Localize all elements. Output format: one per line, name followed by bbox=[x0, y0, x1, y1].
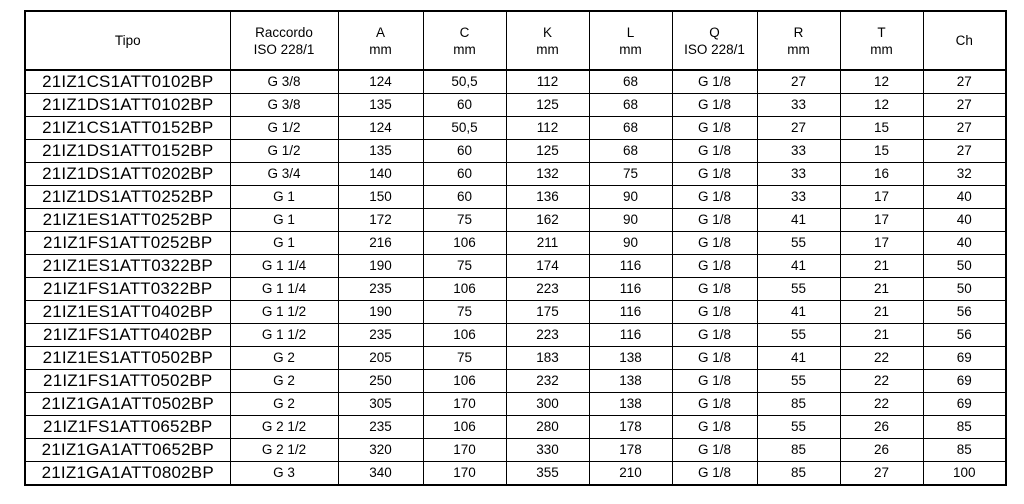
cell-ch: 32 bbox=[923, 163, 1006, 186]
header-c: C mm bbox=[423, 11, 506, 70]
cell-t: 12 bbox=[840, 94, 923, 117]
table-row bbox=[25, 278, 1006, 301]
header-t: T mm bbox=[840, 11, 923, 70]
table-row bbox=[25, 370, 1006, 393]
header-r: R mm bbox=[757, 11, 840, 70]
table-row bbox=[25, 347, 1006, 370]
cell-t: 21 bbox=[840, 324, 923, 347]
cell-q: G 1/8 bbox=[672, 117, 757, 140]
cell-k: 330 bbox=[506, 439, 589, 462]
cell-l: 178 bbox=[589, 416, 672, 439]
cell-t: 12 bbox=[840, 70, 923, 94]
cell-a: 124 bbox=[338, 117, 423, 140]
cell-r: 85 bbox=[757, 439, 840, 462]
cell-l: 116 bbox=[589, 301, 672, 324]
cell-r: 55 bbox=[757, 416, 840, 439]
cell-tipo: 21IZ1DS1ATT0102BP bbox=[25, 94, 230, 117]
cell-raccordo: G 1 1/4 bbox=[230, 255, 338, 278]
cell-tipo: 21IZ1ES1ATT0502BP bbox=[25, 347, 230, 370]
cell-r: 55 bbox=[757, 324, 840, 347]
header-ch: Ch bbox=[923, 11, 1006, 70]
cell-a: 235 bbox=[338, 278, 423, 301]
header-q: Q ISO 228/1 bbox=[672, 11, 757, 70]
cell-tipo: 21IZ1DS1ATT0252BP bbox=[25, 186, 230, 209]
table-row bbox=[25, 416, 1006, 439]
cell-k: 183 bbox=[506, 347, 589, 370]
cell-l: 90 bbox=[589, 186, 672, 209]
cell-raccordo: G 2 bbox=[230, 370, 338, 393]
cell-k: 300 bbox=[506, 393, 589, 416]
cell-t: 16 bbox=[840, 163, 923, 186]
dimensions-table-container bbox=[24, 10, 1007, 486]
cell-raccordo: G 3/4 bbox=[230, 163, 338, 186]
cell-c: 75 bbox=[423, 347, 506, 370]
cell-ch: 85 bbox=[923, 416, 1006, 439]
cell-a: 305 bbox=[338, 393, 423, 416]
cell-k: 112 bbox=[506, 117, 589, 140]
cell-t: 26 bbox=[840, 416, 923, 439]
cell-q: G 1/8 bbox=[672, 416, 757, 439]
cell-a: 205 bbox=[338, 347, 423, 370]
cell-a: 140 bbox=[338, 163, 423, 186]
cell-tipo: 21IZ1DS1ATT0152BP bbox=[25, 140, 230, 163]
cell-ch: 27 bbox=[923, 140, 1006, 163]
cell-ch: 69 bbox=[923, 393, 1006, 416]
cell-a: 124 bbox=[338, 70, 423, 94]
cell-t: 15 bbox=[840, 117, 923, 140]
cell-l: 116 bbox=[589, 255, 672, 278]
cell-raccordo: G 2 1/2 bbox=[230, 416, 338, 439]
cell-ch: 50 bbox=[923, 278, 1006, 301]
table-row bbox=[25, 324, 1006, 347]
cell-c: 170 bbox=[423, 439, 506, 462]
cell-a: 235 bbox=[338, 324, 423, 347]
cell-raccordo: G 1 1/2 bbox=[230, 324, 338, 347]
table-row bbox=[25, 301, 1006, 324]
cell-raccordo: G 3 bbox=[230, 462, 338, 486]
table-row bbox=[25, 439, 1006, 462]
cell-l: 178 bbox=[589, 439, 672, 462]
cell-ch: 69 bbox=[923, 347, 1006, 370]
cell-tipo: 21IZ1GA1ATT0502BP bbox=[25, 393, 230, 416]
cell-r: 55 bbox=[757, 370, 840, 393]
cell-q: G 1/8 bbox=[672, 232, 757, 255]
cell-c: 50,5 bbox=[423, 70, 506, 94]
cell-k: 125 bbox=[506, 140, 589, 163]
cell-raccordo: G 1/2 bbox=[230, 140, 338, 163]
cell-tipo: 21IZ1FS1ATT0502BP bbox=[25, 370, 230, 393]
cell-a: 172 bbox=[338, 209, 423, 232]
header-k: K mm bbox=[506, 11, 589, 70]
cell-k: 280 bbox=[506, 416, 589, 439]
cell-l: 90 bbox=[589, 209, 672, 232]
cell-c: 106 bbox=[423, 416, 506, 439]
cell-t: 22 bbox=[840, 393, 923, 416]
header-raccordo: Raccordo ISO 228/1 bbox=[230, 11, 338, 70]
cell-ch: 100 bbox=[923, 462, 1006, 486]
cell-tipo: 21IZ1FS1ATT0402BP bbox=[25, 324, 230, 347]
cell-k: 125 bbox=[506, 94, 589, 117]
cell-tipo: 21IZ1FS1ATT0652BP bbox=[25, 416, 230, 439]
cell-c: 60 bbox=[423, 186, 506, 209]
table-row bbox=[25, 393, 1006, 416]
cell-r: 33 bbox=[757, 186, 840, 209]
cell-k: 223 bbox=[506, 324, 589, 347]
cell-k: 223 bbox=[506, 278, 589, 301]
table-row bbox=[25, 140, 1006, 163]
cell-q: G 1/8 bbox=[672, 209, 757, 232]
cell-k: 232 bbox=[506, 370, 589, 393]
cell-ch: 27 bbox=[923, 94, 1006, 117]
cell-ch: 40 bbox=[923, 209, 1006, 232]
cell-a: 190 bbox=[338, 301, 423, 324]
cell-tipo: 21IZ1FS1ATT0322BP bbox=[25, 278, 230, 301]
cell-r: 33 bbox=[757, 94, 840, 117]
cell-l: 75 bbox=[589, 163, 672, 186]
cell-t: 17 bbox=[840, 186, 923, 209]
cell-tipo: 21IZ1DS1ATT0202BP bbox=[25, 163, 230, 186]
cell-ch: 27 bbox=[923, 70, 1006, 94]
cell-raccordo: G 1 1/4 bbox=[230, 278, 338, 301]
cell-a: 150 bbox=[338, 186, 423, 209]
cell-q: G 1/8 bbox=[672, 255, 757, 278]
cell-c: 170 bbox=[423, 393, 506, 416]
cell-raccordo: G 2 bbox=[230, 347, 338, 370]
cell-q: G 1/8 bbox=[672, 324, 757, 347]
cell-c: 170 bbox=[423, 462, 506, 486]
cell-l: 68 bbox=[589, 70, 672, 94]
cell-l: 138 bbox=[589, 347, 672, 370]
cell-c: 60 bbox=[423, 163, 506, 186]
cell-t: 22 bbox=[840, 347, 923, 370]
cell-l: 68 bbox=[589, 94, 672, 117]
cell-tipo: 21IZ1CS1ATT0102BP bbox=[25, 70, 230, 94]
cell-k: 175 bbox=[506, 301, 589, 324]
cell-a: 135 bbox=[338, 140, 423, 163]
cell-ch: 40 bbox=[923, 232, 1006, 255]
cell-r: 41 bbox=[757, 347, 840, 370]
cell-c: 50,5 bbox=[423, 117, 506, 140]
cell-l: 90 bbox=[589, 232, 672, 255]
cell-t: 27 bbox=[840, 462, 923, 486]
table-row bbox=[25, 94, 1006, 117]
table-row bbox=[25, 255, 1006, 278]
cell-q: G 1/8 bbox=[672, 393, 757, 416]
cell-q: G 1/8 bbox=[672, 94, 757, 117]
cell-a: 135 bbox=[338, 94, 423, 117]
cell-q: G 1/8 bbox=[672, 70, 757, 94]
cell-c: 60 bbox=[423, 140, 506, 163]
table-row bbox=[25, 70, 1006, 94]
cell-q: G 1/8 bbox=[672, 301, 757, 324]
cell-c: 60 bbox=[423, 94, 506, 117]
cell-t: 15 bbox=[840, 140, 923, 163]
cell-raccordo: G 1 bbox=[230, 232, 338, 255]
cell-q: G 1/8 bbox=[672, 347, 757, 370]
cell-k: 355 bbox=[506, 462, 589, 486]
cell-r: 27 bbox=[757, 117, 840, 140]
cell-r: 33 bbox=[757, 163, 840, 186]
cell-q: G 1/8 bbox=[672, 462, 757, 486]
cell-k: 132 bbox=[506, 163, 589, 186]
cell-tipo: 21IZ1ES1ATT0322BP bbox=[25, 255, 230, 278]
cell-t: 26 bbox=[840, 439, 923, 462]
cell-q: G 1/8 bbox=[672, 163, 757, 186]
table-body bbox=[25, 70, 1006, 485]
cell-l: 210 bbox=[589, 462, 672, 486]
cell-a: 216 bbox=[338, 232, 423, 255]
cell-r: 55 bbox=[757, 278, 840, 301]
cell-ch: 69 bbox=[923, 370, 1006, 393]
cell-r: 33 bbox=[757, 140, 840, 163]
cell-tipo: 21IZ1GA1ATT0652BP bbox=[25, 439, 230, 462]
header-tipo: Tipo bbox=[25, 11, 230, 70]
cell-r: 85 bbox=[757, 462, 840, 486]
cell-k: 136 bbox=[506, 186, 589, 209]
cell-q: G 1/8 bbox=[672, 370, 757, 393]
cell-r: 41 bbox=[757, 209, 840, 232]
cell-a: 235 bbox=[338, 416, 423, 439]
cell-c: 106 bbox=[423, 278, 506, 301]
cell-a: 250 bbox=[338, 370, 423, 393]
cell-ch: 56 bbox=[923, 324, 1006, 347]
cell-t: 17 bbox=[840, 209, 923, 232]
cell-r: 27 bbox=[757, 70, 840, 94]
cell-ch: 50 bbox=[923, 255, 1006, 278]
table-row bbox=[25, 117, 1006, 140]
cell-raccordo: G 1/2 bbox=[230, 117, 338, 140]
dimensions-table bbox=[24, 10, 1007, 486]
cell-a: 190 bbox=[338, 255, 423, 278]
cell-tipo: 21IZ1GA1ATT0802BP bbox=[25, 462, 230, 486]
cell-q: G 1/8 bbox=[672, 278, 757, 301]
cell-k: 174 bbox=[506, 255, 589, 278]
cell-ch: 40 bbox=[923, 186, 1006, 209]
cell-a: 320 bbox=[338, 439, 423, 462]
cell-l: 138 bbox=[589, 393, 672, 416]
cell-t: 21 bbox=[840, 278, 923, 301]
cell-k: 162 bbox=[506, 209, 589, 232]
cell-raccordo: G 3/8 bbox=[230, 94, 338, 117]
cell-ch: 27 bbox=[923, 117, 1006, 140]
cell-ch: 56 bbox=[923, 301, 1006, 324]
cell-r: 85 bbox=[757, 393, 840, 416]
cell-raccordo: G 1 bbox=[230, 186, 338, 209]
cell-c: 106 bbox=[423, 324, 506, 347]
header-l: L mm bbox=[589, 11, 672, 70]
cell-tipo: 21IZ1CS1ATT0152BP bbox=[25, 117, 230, 140]
table-row bbox=[25, 186, 1006, 209]
table-row bbox=[25, 163, 1006, 186]
cell-l: 116 bbox=[589, 278, 672, 301]
cell-tipo: 21IZ1ES1ATT0402BP bbox=[25, 301, 230, 324]
cell-c: 106 bbox=[423, 370, 506, 393]
cell-t: 21 bbox=[840, 301, 923, 324]
cell-r: 55 bbox=[757, 232, 840, 255]
table-header-row bbox=[25, 11, 1006, 70]
cell-c: 75 bbox=[423, 209, 506, 232]
cell-raccordo: G 1 1/2 bbox=[230, 301, 338, 324]
cell-tipo: 21IZ1ES1ATT0252BP bbox=[25, 209, 230, 232]
cell-ch: 85 bbox=[923, 439, 1006, 462]
table-row bbox=[25, 209, 1006, 232]
cell-c: 75 bbox=[423, 301, 506, 324]
cell-r: 41 bbox=[757, 255, 840, 278]
cell-l: 138 bbox=[589, 370, 672, 393]
cell-raccordo: G 3/8 bbox=[230, 70, 338, 94]
cell-q: G 1/8 bbox=[672, 439, 757, 462]
cell-c: 75 bbox=[423, 255, 506, 278]
cell-q: G 1/8 bbox=[672, 186, 757, 209]
cell-raccordo: G 2 bbox=[230, 393, 338, 416]
cell-r: 41 bbox=[757, 301, 840, 324]
table-row bbox=[25, 232, 1006, 255]
cell-l: 68 bbox=[589, 117, 672, 140]
cell-k: 211 bbox=[506, 232, 589, 255]
cell-t: 17 bbox=[840, 232, 923, 255]
cell-q: G 1/8 bbox=[672, 140, 757, 163]
table-row bbox=[25, 462, 1006, 486]
cell-l: 68 bbox=[589, 140, 672, 163]
cell-k: 112 bbox=[506, 70, 589, 94]
cell-l: 116 bbox=[589, 324, 672, 347]
cell-raccordo: G 1 bbox=[230, 209, 338, 232]
cell-t: 21 bbox=[840, 255, 923, 278]
cell-t: 22 bbox=[840, 370, 923, 393]
cell-c: 106 bbox=[423, 232, 506, 255]
cell-a: 340 bbox=[338, 462, 423, 486]
header-a: A mm bbox=[338, 11, 423, 70]
cell-raccordo: G 2 1/2 bbox=[230, 439, 338, 462]
cell-tipo: 21IZ1FS1ATT0252BP bbox=[25, 232, 230, 255]
